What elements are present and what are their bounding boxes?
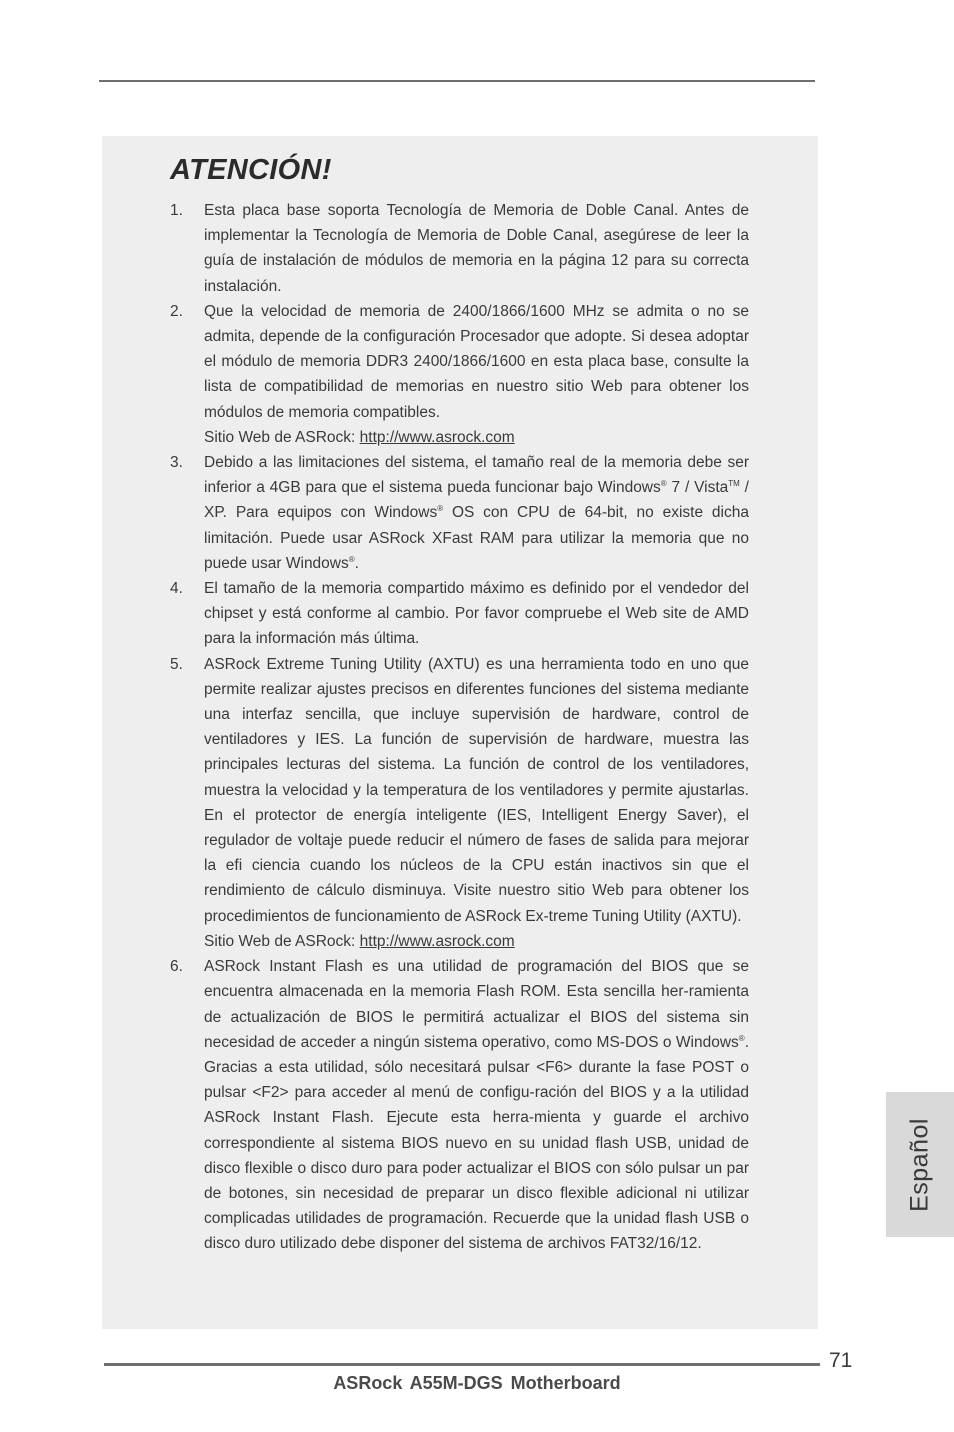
note-text-part: / XP. Para equipos con Windows [204,479,749,522]
website-label: Sitio Web de ASRock: [204,428,360,446]
website-line [204,425,749,450]
note-text: Que la velocidad de memoria de 2400/1866/1600 MHz se admita o no se admita, depende de la configuración Procesador que adopte. Si desea adoptar el módulo de memoria DDR3 2400/1866/1600 en esta placa base, consulte la lista de compatibilidad de memorias en nuestro sitio Web para obtener los módulos de memoria compatibles. [204,302,749,421]
note-number: 1. [170,202,183,219]
registered-mark: ® [738,1033,745,1043]
asrock-website-link[interactable]: http://www.asrock.com [359,932,515,950]
note-item [170,450,749,576]
registered-mark: ® [348,554,355,564]
note-text-part: . [354,554,359,572]
language-tab [886,1092,954,1237]
note-text-part: OS con CPU de 64-bit, no existe dicha limitación. Puede usar ASRock XFast RAM para utilizar la memoria que no puede usar Windows [204,504,749,572]
registered-mark: ® [437,504,444,514]
note-text: El tamaño de la memoria compartido máximo es definido por el vendedor del chipset y está conforme al cambio. Por favor compruebe el Web site de AMD para la información más última. [204,580,749,648]
note-text: Esta placa base soporta Tecnología de Memoria de Doble Canal. Antes de implementar la Tecnología de Memoria de Doble Canal, asegúrese de leer la guía de instalación de módulos de memoria en la página 12 para su correcta instalación. [204,202,749,295]
note-number: 6. [170,958,183,976]
note-text [204,450,749,576]
trademark-mark: TM [728,479,740,489]
note-item [170,954,749,1256]
note-text [204,954,749,1256]
note-item [170,198,749,299]
note-text-part: . Gracias a esta utilidad, sólo necesitará pulsar <F6> durante la fase POST o pulsar <F2> para acceder al menú de configu-ración del BIOS y a la utilidad ASRock Instant Flash. Ejecute esta herra-mienta y guarde el archivo correspondiente al sistema BIOS nuevo en su unidad flash USB, unidad de disco flexible o disco duro para poder actualizar el BIOS con sólo pulsar un par de botones, sin necesidad de preparar un disco flexible adicional ni utilizar complicadas utilidades de programación. Recuerde que la unidad flash USB o disco duro utilizado debe disponer del sistema de archivos FAT32/16/12. [204,1033,749,1253]
note-item [170,652,749,954]
website-line [204,929,749,954]
note-text-part: 7 / Vista [666,479,729,497]
website-label: Sitio Web de ASRock: [204,932,360,950]
top-rule [99,80,815,82]
notes-list [170,198,749,1257]
note-number: 3. [170,454,183,472]
attention-title: ATENCIÓN! [170,154,332,186]
note-text: ASRock Extreme Tuning Utility (AXTU) es una herramienta todo en uno que permite realizar ajustes precisos en diferentes funciones del sistema mediante una interfaz sencilla, que incluye supervisión de hardware, control de ventiladores y IES. La función de supervisión de hardware, muestra las principales lecturas del sistema. La función de control de los ventiladores, muestra la velocidad y la temperatura de los ventiladores y permite ajustarlas. En el protector de energía inteligente (IES, Intelligent Energy Saver), el regulador de voltaje puede reducir el número de fases de salida para mejorar la efi ciencia cuando los núcleos de la CPU están inactivos sin que el rendimiento de cálculo disminuya. Visite nuestro sitio Web para obtener los procedimientos de funcionamiento de ASRock Ex-treme Tuning Utility (AXTU). [204,655,749,925]
note-text-part: Debido a las limitaciones del sistema, el tamaño real de la memoria debe ser inferior a 4GB para que el sistema pueda funcionar bajo Windows [204,454,749,497]
note-text-part: ASRock Instant Flash es una utilidad de programación del BIOS que se encuentra almacenada en la memoria Flash ROM. Esta sencilla her-ramienta de actualización de BIOS le permitirá actualizar el BIOS del sistema sin necesidad de acceder a ningún sistema operativo, como MS-DOS o Windows [204,958,749,1051]
note-item [170,576,749,652]
asrock-website-link[interactable]: http://www.asrock.com [359,428,515,446]
bottom-rule [104,1363,820,1366]
note-number: 2. [170,302,183,320]
language-tab-label: Español [905,1117,934,1212]
registered-mark: ® [660,479,667,489]
note-number: 4. [170,580,183,598]
note-item [170,299,749,450]
footer-title: ASRock A55M-DGS Motherboard [333,1373,621,1393]
note-number: 5. [170,655,183,673]
page-number: 71 [829,1349,853,1372]
